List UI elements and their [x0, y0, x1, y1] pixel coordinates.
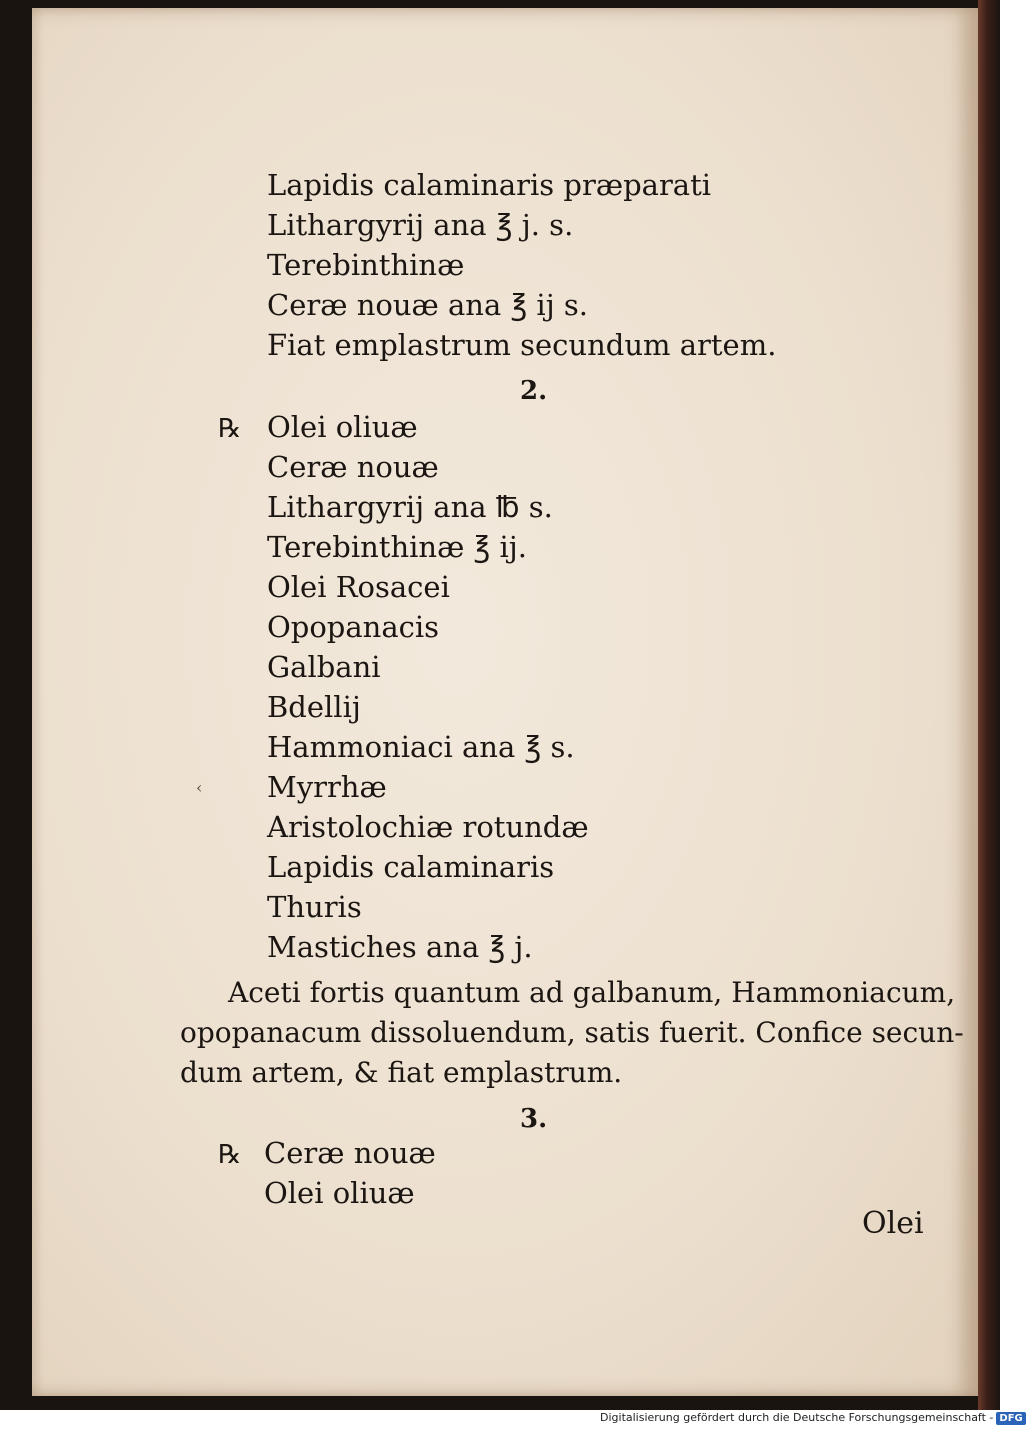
recipe3-line-2: Olei oliuæ — [264, 1176, 415, 1210]
recipe2-line-2: Ceræ nouæ — [267, 450, 439, 484]
digitization-footer — [600, 1411, 1023, 1429]
recipe1-line-5: Fiat emplastrum secundum artem. — [267, 328, 777, 362]
recipe2-line-12: Lapidis calaminaris — [267, 850, 555, 884]
recipe2-paragraph-line-2: opopanacum dissoluendum, satis fuerit. Confice secun- — [180, 1016, 964, 1049]
recipe2-line-13: Thuris — [267, 890, 362, 924]
recipe2-line-11: Aristolochiæ rotundæ — [267, 810, 589, 844]
recipe2-line-3: Lithargyrij ana ℔ s. — [267, 490, 553, 524]
recipe2-line-8: Bdellij — [267, 690, 361, 724]
dfg-logo: DFG — [996, 1412, 1025, 1425]
footer-text: Digitalisierung gefördert durch die Deutsche Forschungsgemeinschaft - — [600, 1411, 994, 1424]
recipe1-line-2: Lithargyrij ana ℥ j. s. — [267, 208, 574, 242]
recipe2-line-10: Myrrhæ — [267, 770, 387, 804]
recipe2-line-6: Opopanacis — [267, 610, 440, 644]
recipe2-line-9: Hammoniaci ana ℥ s. — [267, 730, 575, 764]
recipe2-paragraph-line-3: dum artem, & fiat emplastrum. — [180, 1056, 623, 1089]
recipe1-line-3: Terebinthinæ — [267, 248, 465, 282]
catchword: Olei — [862, 1206, 924, 1241]
recipe1-line-4: Ceræ nouæ ana ℥ ij s. — [267, 288, 589, 322]
recipe2-number: 2. — [520, 376, 548, 406]
recipe2-line-1: Olei oliuæ — [267, 410, 418, 444]
recipe2-line-14: Mastiches ana ℥ j. — [267, 930, 533, 964]
recipe3-line-1: Ceræ nouæ — [264, 1136, 436, 1170]
recipe2-line-5: Olei Rosacei — [267, 570, 450, 604]
page-edge — [978, 0, 1000, 1410]
recipe2-rx-symbol: ℞ — [218, 414, 242, 444]
recipe1-line-1: Lapidis calaminaris præparati — [267, 168, 712, 202]
recipe3-rx-symbol: ℞ — [218, 1140, 242, 1170]
recipe3-number: 3. — [520, 1104, 548, 1134]
recipe2-line-4: Terebinthinæ ℥ ij. — [267, 530, 528, 564]
recipe2-paragraph-line-1: Aceti fortis quantum ad galbanum, Hammoniacum, — [228, 976, 956, 1009]
recipe2-line-7: Galbani — [267, 650, 381, 684]
margin-mark: ‹ — [196, 778, 203, 797]
